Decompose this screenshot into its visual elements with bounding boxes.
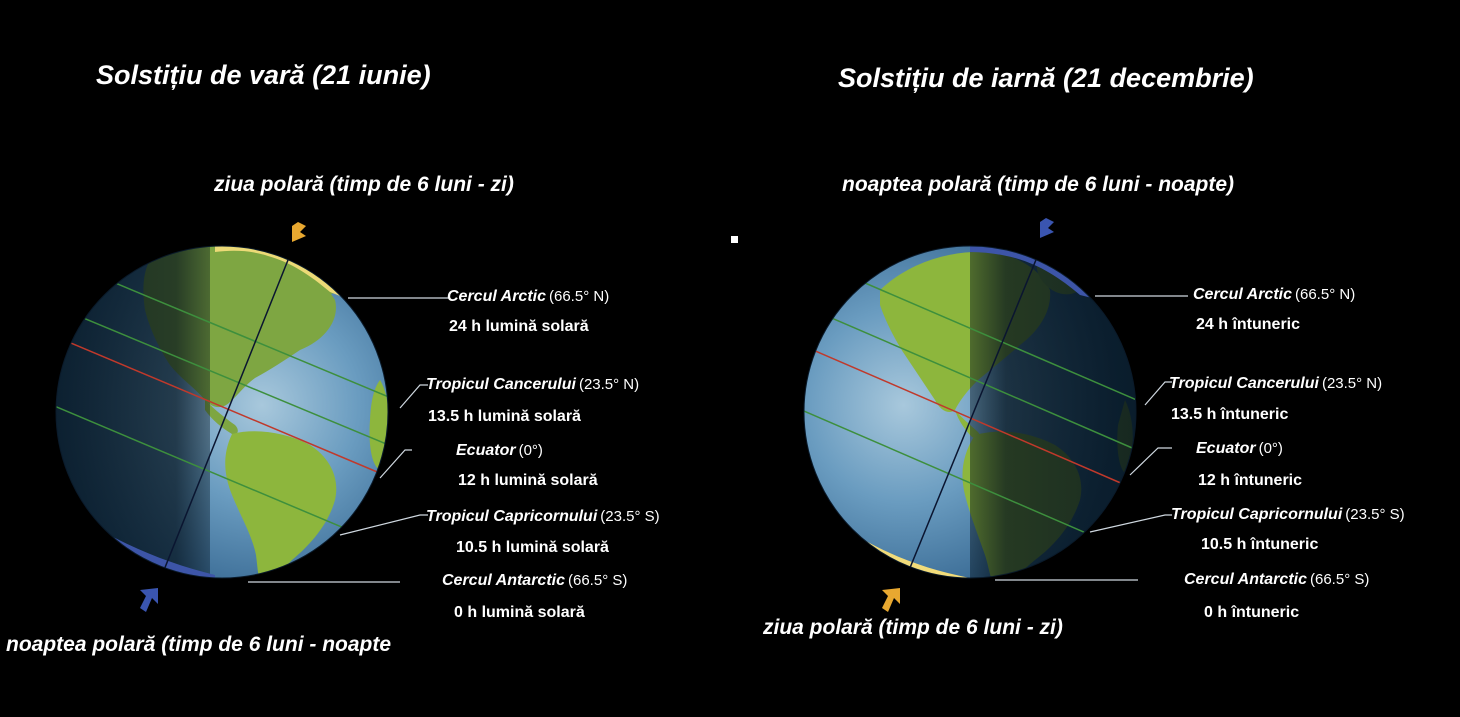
summer-equator-label: Ecuator (0°): [456, 442, 543, 459]
winter-antarctic-label: Cercul Antarctic (66.5° S): [1184, 571, 1370, 588]
winter-globe: [790, 230, 1160, 600]
winter-arrow-down-icon: [1040, 218, 1054, 238]
summer-title: Solstițiu de vară (21 iunie): [96, 60, 431, 90]
winter-arctic-label: Cercul Arctic (66.5° N): [1193, 286, 1356, 303]
summer-antarctic-label: Cercul Antarctic (66.5° S): [442, 572, 628, 589]
winter-bottom-pole-label: ziua polară (timp de 6 luni - zi): [763, 616, 1063, 639]
winter-arctic-hours: 24 h întuneric: [1196, 316, 1301, 333]
winter-cancer-hours: 13.5 h întuneric: [1171, 406, 1289, 423]
summer-equator-hours: 12 h lumină solară: [458, 472, 598, 489]
winter-equator-label: Ecuator (0°): [1196, 440, 1283, 457]
summer-arrow-up-icon: [140, 588, 158, 612]
winter-antarctic-hours: 0 h întuneric: [1204, 604, 1300, 621]
winter-capricorn-label: Tropicul Capricornului (23.5° S): [1171, 506, 1405, 523]
summer-arctic-hours: 24 h lumină solară: [449, 318, 589, 335]
summer-globe: [40, 230, 420, 600]
summer-capricorn-hours: 10.5 h lumină solară: [456, 539, 609, 556]
summer-capricorn-label: Tropicul Capricornului (23.5° S): [426, 508, 660, 525]
winter-arrow-up-icon: [882, 588, 900, 612]
summer-cancer-label: Tropicul Cancerului (23.5° N): [426, 376, 640, 393]
winter-capricorn-hours: 10.5 h întuneric: [1201, 536, 1319, 553]
summer-cancer-hours: 13.5 h lumină solară: [428, 408, 581, 425]
center-dot: [731, 236, 738, 243]
summer-arrow-down-icon: [292, 222, 306, 242]
summer-top-pole-label: ziua polară (timp de 6 luni - zi): [214, 173, 514, 196]
summer-antarctic-hours: 0 h lumină solară: [454, 604, 585, 621]
winter-top-pole-label: noaptea polară (timp de 6 luni - noapte): [842, 173, 1235, 196]
summer-bottom-pole-label: noaptea polară (timp de 6 luni - noapte: [6, 633, 392, 656]
summer-arctic-label: Cercul Arctic (66.5° N): [447, 288, 610, 305]
winter-title: Solstițiu de iarnă (21 decembrie): [838, 63, 1254, 93]
winter-equator-hours: 12 h întuneric: [1198, 472, 1303, 489]
night-side: [970, 230, 1150, 600]
winter-cancer-label: Tropicul Cancerului (23.5° N): [1169, 375, 1383, 392]
